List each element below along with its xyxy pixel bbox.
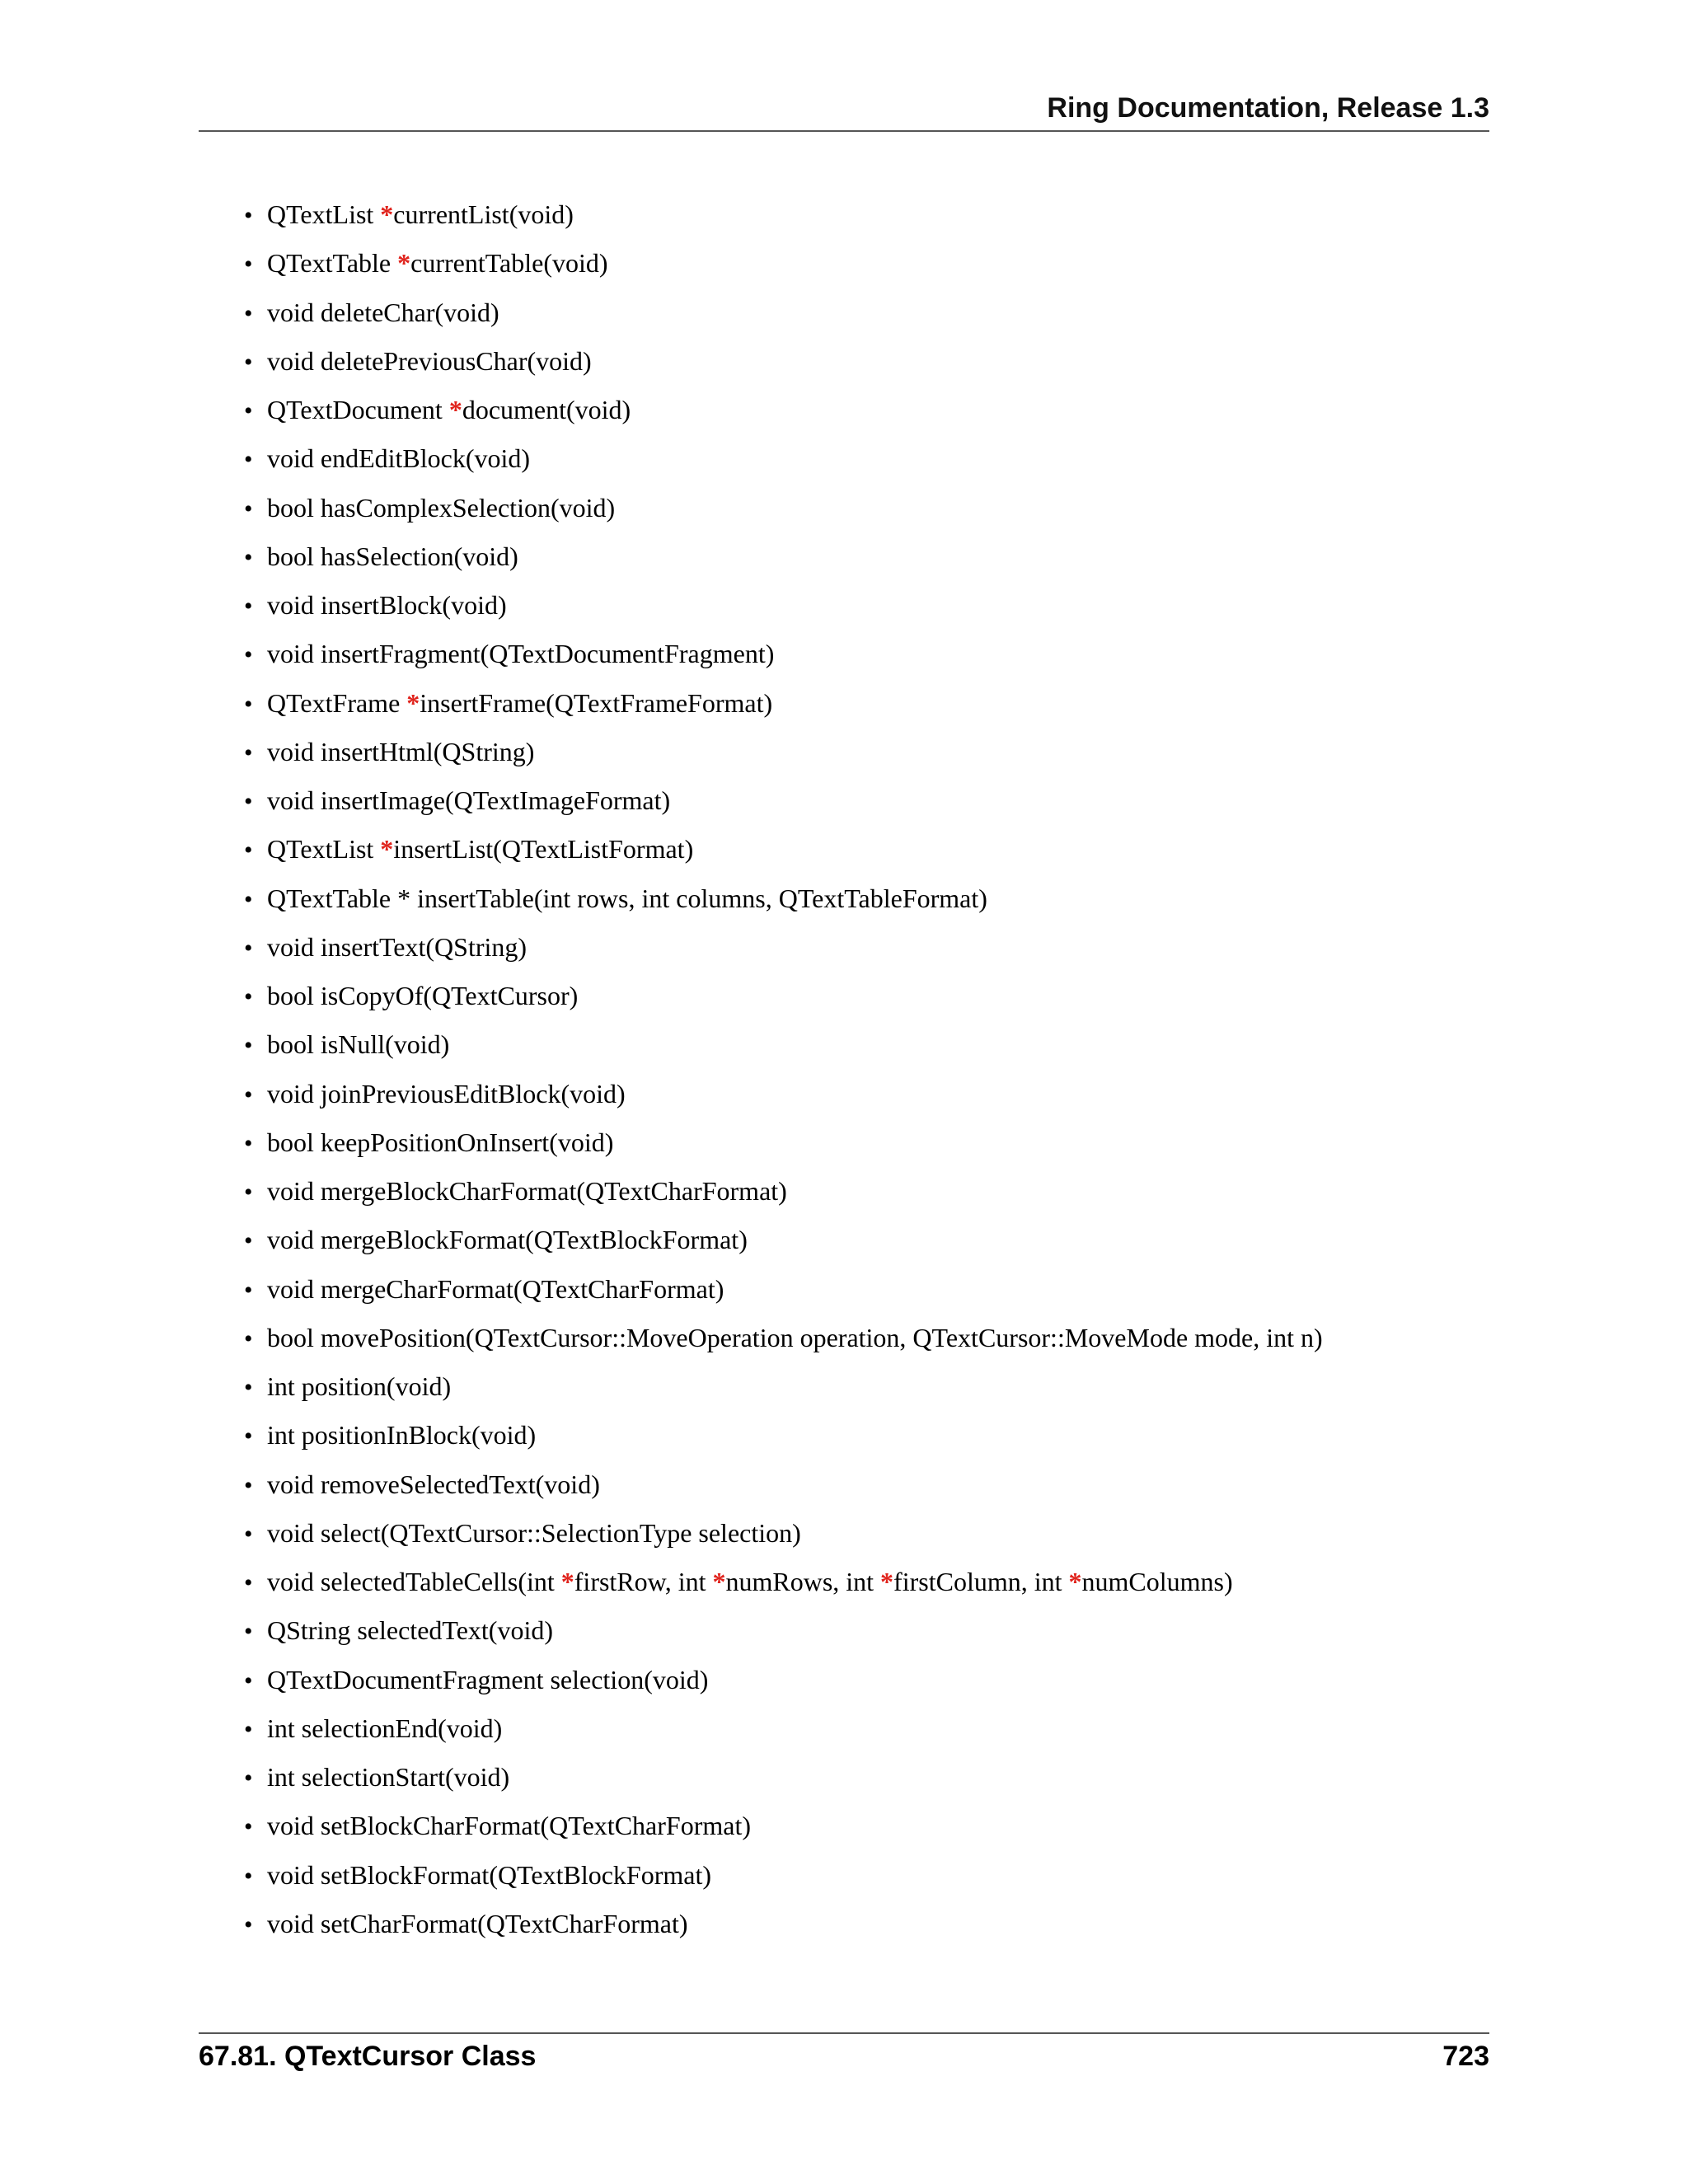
method-list-item <box>244 588 507 623</box>
method-signature-text: void mergeCharFormat(QTextCharFormat) <box>267 1273 724 1304</box>
section-title: 67.81. QTextCursor Class <box>199 2041 537 2072</box>
method-list-item <box>244 198 574 232</box>
method-signature-text: currentList(void) <box>393 199 574 229</box>
method-list-item <box>244 1858 711 1893</box>
method-list-item <box>244 1809 751 1844</box>
bullet-icon: • <box>244 983 253 1010</box>
bullet-icon: • <box>244 885 253 913</box>
method-signature-text: int positionInBlock(void) <box>267 1420 537 1451</box>
method-list-item <box>244 1370 451 1404</box>
method-list-item <box>244 491 615 526</box>
bullet-icon: • <box>244 1422 253 1451</box>
bullet-icon: • <box>244 1569 253 1596</box>
method-list-item <box>244 735 534 770</box>
bullet-icon: • <box>244 1227 253 1255</box>
method-signature-text: QTextList <box>267 199 381 229</box>
method-list-item <box>244 1174 787 1209</box>
method-list-item <box>244 540 518 574</box>
method-list-item <box>244 246 608 281</box>
method-list-item <box>244 296 499 330</box>
bullet-icon: • <box>244 251 253 279</box>
method-list-item <box>244 1418 536 1453</box>
method-signature-text: QTextTable * insertTable(int rows, int columns, QTextTableFormat) <box>267 883 987 913</box>
bullet-icon: • <box>244 1129 253 1157</box>
bullet-icon: • <box>244 299 253 327</box>
method-signature-text: firstRow, int <box>574 1567 713 1596</box>
bullet-icon: • <box>244 1520 253 1548</box>
method-list-item <box>244 1614 553 1648</box>
method-signature-text: QTextDocument <box>267 395 449 424</box>
bullet-icon: • <box>244 593 253 620</box>
method-signature-text: QTextFrame <box>267 687 407 718</box>
method-list-item <box>244 1516 801 1551</box>
method-signature-text: void insertImage(QTextImageFormat) <box>267 785 671 815</box>
method-list-item <box>244 979 578 1014</box>
method-list-item <box>244 1663 708 1698</box>
method-signature-text: void joinPreviousEditBlock(void) <box>267 1078 626 1108</box>
method-signature-text: insertFrame(QTextFrameFormat) <box>420 687 773 718</box>
method-signature-text: bool hasSelection(void) <box>267 541 518 571</box>
bullet-icon: • <box>244 397 253 424</box>
method-signature-text: insertList(QTextListFormat) <box>393 834 694 865</box>
page-header <box>199 89 1489 132</box>
method-list-item <box>244 882 987 916</box>
method-signature-text: void insertText(QString) <box>267 931 528 962</box>
method-list-item <box>244 393 631 428</box>
method-signature-text: currentTable(void) <box>410 248 608 279</box>
pointer-star: * <box>406 687 420 718</box>
method-list-item <box>244 344 592 379</box>
method-list-item <box>244 930 527 965</box>
method-signature-text: QTextDocumentFragment selection(void) <box>267 1664 709 1694</box>
document-title: Ring Documentation, Release 1.3 <box>1047 92 1489 124</box>
method-list-item <box>244 687 772 721</box>
method-list-item <box>244 637 774 672</box>
bullet-icon: • <box>244 1374 253 1401</box>
bullet-icon: • <box>244 788 253 815</box>
bullet-icon: • <box>244 1813 253 1841</box>
method-list-item <box>244 1712 502 1746</box>
method-signature-text: void setBlockCharFormat(QTextCharFormat) <box>267 1811 751 1841</box>
bullet-icon: • <box>244 641 253 669</box>
method-signature-text: void selectedTableCells(int <box>267 1567 561 1596</box>
method-signature-text: int selectionStart(void) <box>267 1762 510 1792</box>
method-signature-text: void mergeBlockCharFormat(QTextCharFormat) <box>267 1176 787 1206</box>
method-list-item <box>244 1126 613 1160</box>
pointer-star: * <box>380 834 394 865</box>
method-signature-text: document(void) <box>462 395 631 424</box>
page-footer <box>199 2032 1489 2083</box>
method-signature-text: void insertBlock(void) <box>267 590 507 620</box>
method-signature-text: void mergeBlockFormat(QTextBlockFormat) <box>267 1225 748 1255</box>
method-signature-text: void setCharFormat(QTextCharFormat) <box>267 1908 688 1938</box>
bullet-icon: • <box>244 934 253 962</box>
pointer-star: * <box>1068 1567 1082 1596</box>
bullet-icon: • <box>244 446 253 474</box>
method-signature-text: bool isNull(void) <box>267 1029 450 1060</box>
bullet-icon: • <box>244 1276 253 1304</box>
method-list-item <box>244 1565 1233 1600</box>
bullet-icon: • <box>244 1765 253 1792</box>
method-signature-text: int selectionEnd(void) <box>267 1713 503 1743</box>
method-signature-text: QTextTable <box>267 248 398 279</box>
method-signature-text: bool hasComplexSelection(void) <box>267 492 616 523</box>
method-signature-text: numColumns) <box>1081 1567 1233 1596</box>
method-signature-text: QString selectedText(void) <box>267 1615 553 1646</box>
bullet-icon: • <box>244 1471 253 1499</box>
bullet-icon: • <box>244 1666 253 1694</box>
bullet-icon: • <box>244 1910 253 1938</box>
page-number: 723 <box>1442 2041 1489 2072</box>
method-signature-text: firstColumn, int <box>893 1567 1069 1596</box>
method-signature-text: void endEditBlock(void) <box>267 443 531 474</box>
method-signature-text: void insertFragment(QTextDocumentFragment) <box>267 639 775 669</box>
method-list-item <box>244 784 670 818</box>
pointer-star: * <box>448 395 462 424</box>
bullet-icon: • <box>244 1862 253 1890</box>
pointer-star: * <box>712 1567 726 1596</box>
method-signature-text: int position(void) <box>267 1371 452 1401</box>
bullet-icon: • <box>244 1032 253 1060</box>
bullet-icon: • <box>244 543 253 571</box>
method-list-item <box>244 1272 724 1307</box>
method-signature-text: void insertHtml(QString) <box>267 736 535 766</box>
method-signature-text: void removeSelectedText(void) <box>267 1469 600 1499</box>
bullet-icon: • <box>244 1618 253 1646</box>
method-list-item <box>244 1468 600 1502</box>
pointer-star: * <box>880 1567 894 1596</box>
method-signature-text: QTextList <box>267 834 381 865</box>
method-signature-text: void setBlockFormat(QTextBlockFormat) <box>267 1859 712 1890</box>
method-list-item <box>244 1760 509 1795</box>
method-list-item <box>244 1028 449 1062</box>
bullet-icon: • <box>244 202 253 229</box>
pointer-star: * <box>380 199 394 229</box>
pointer-star: * <box>397 248 411 279</box>
method-list-item <box>244 1077 626 1112</box>
pointer-star: * <box>560 1567 574 1596</box>
method-signature-text: bool isCopyOf(QTextCursor) <box>267 981 579 1010</box>
method-signature-text: void select(QTextCursor::SelectionType selection) <box>267 1517 801 1548</box>
bullet-icon: • <box>244 1324 253 1352</box>
bullet-icon: • <box>244 1715 253 1743</box>
bullet-icon: • <box>244 494 253 523</box>
bullet-icon: • <box>244 348 253 376</box>
method-list-item <box>244 1321 1323 1356</box>
method-signature-text: void deleteChar(void) <box>267 297 499 327</box>
bullet-icon: • <box>244 1080 253 1108</box>
method-list-item <box>244 1223 748 1258</box>
bullet-icon: • <box>244 1179 253 1206</box>
method-list-item <box>244 1907 688 1942</box>
bullet-icon: • <box>244 738 253 766</box>
bullet-icon: • <box>244 837 253 865</box>
method-list-item <box>244 832 693 867</box>
method-signature-text: numRows, int <box>725 1567 881 1596</box>
bullet-icon: • <box>244 690 253 718</box>
method-list-item <box>244 442 530 476</box>
method-signature-text: void deletePreviousChar(void) <box>267 345 592 376</box>
method-signature-text: bool movePosition(QTextCursor::MoveOperation operation, QTextCursor::MoveMode mode, int n) <box>267 1322 1323 1352</box>
method-signature-text: bool keepPositionOnInsert(void) <box>267 1127 614 1157</box>
